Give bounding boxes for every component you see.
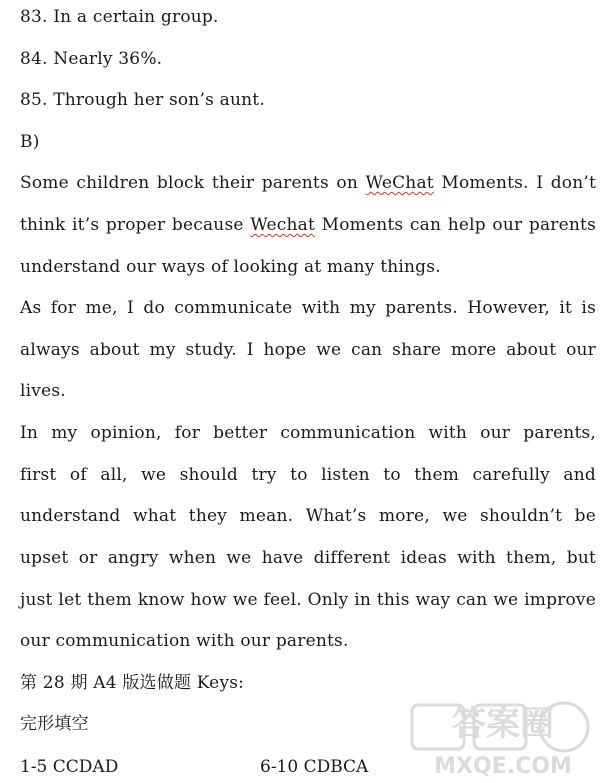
paragraph-1-line-3: understand our ways of looking at many things. [20,257,441,277]
text-run: think it’s proper because [20,215,251,235]
paragraph-2-line-3: lives. [20,381,66,401]
text-run: Moments. I don’t [433,173,596,193]
answer-key-1-5: 1-5 CCDAD [20,757,119,777]
spellcheck-word: WeChat [365,173,434,193]
paragraph-2-line-2: always about my study. I hope we can share more about our [20,340,596,360]
watermark-url: MXQE.COM [434,754,572,779]
keys-title: 第 28 期 A4 版选做题 Keys: [20,673,245,693]
text-run: Moments can help our parents [315,215,596,235]
paragraph-1-line-2 [20,215,596,235]
paragraph-3-line-5: just let them know how we feel. Only in this way can we improve [20,590,596,610]
answer-84: 84. Nearly 36%. [20,49,163,69]
answer-key-6-10: 6-10 CDBCA [260,757,369,777]
answer-85: 85. Through her son’s aunt. [20,90,265,110]
watermark-brand: 答案圈 [452,704,554,744]
paragraph-3-line-2: first of all, we should try to listen to them carefully and [20,465,596,485]
paragraph-3-line-4: upset or angry when we have different ideas with them, but [20,548,596,568]
keys-subtitle: 完形填空 [20,714,89,734]
paragraph-3-line-1: In my opinion, for better communication with our parents, [20,423,596,443]
answer-83: 83. In a certain group. [20,7,219,27]
text-run: Some children block their parents on [20,173,366,193]
section-b-heading: B) [20,132,40,152]
paragraph-2-line-1: As for me, I do communicate with my parents. However, it is [20,298,596,318]
watermark-logo [408,701,598,779]
paragraph-3-line-6: our communication with our parents. [20,631,349,651]
paragraph-1-line-1 [20,173,596,193]
paragraph-3-line-3: understand what they mean. What’s more, we shouldn’t be [20,506,596,526]
spellcheck-word: Wechat [250,215,316,235]
